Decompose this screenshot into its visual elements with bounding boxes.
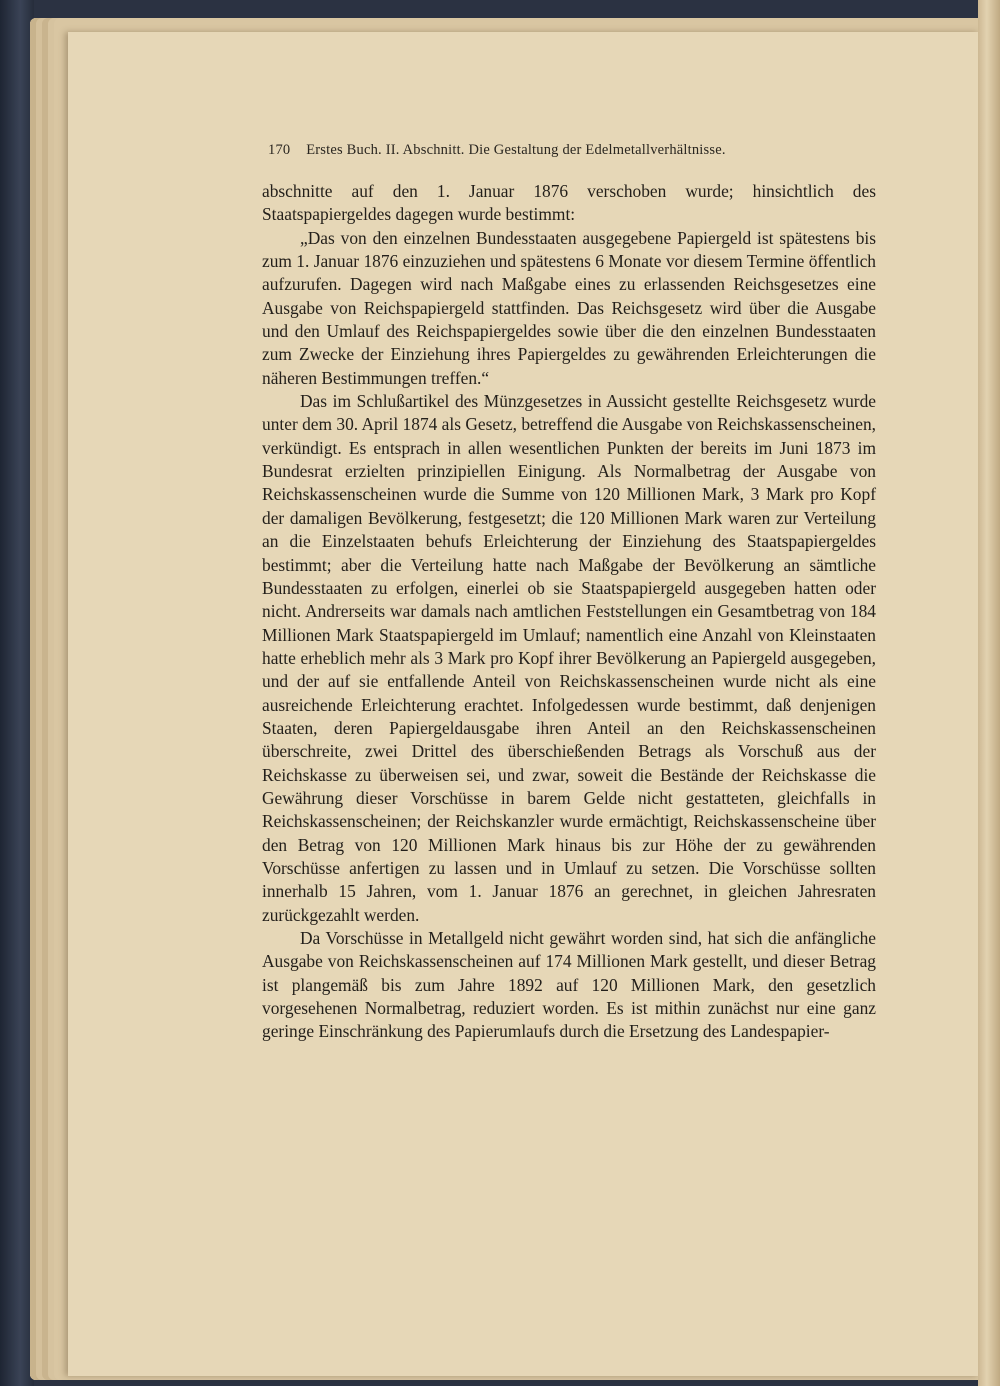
paragraph: Das im Schlußartikel des Münzgesetzes in Aussicht gestellte Reichsgesetz wurde unter dem 30. April 1874 als Gesetz, betreffend die Ausgabe von Reichskassenscheinen, verkündigt. Es entsprach in allen wesentlichen Punkten der bereits im Juni 1873 im Bundesrat erzielten prinzipiellen Einigung. Als Normalbetrag der Ausgabe von Reichskassenscheinen wurde die Summe von 120 Millionen Mark, 3 Mark pro Kopf der damaligen Bevölkerung, festgesetzt; die 120 Millionen Mark waren zur Verteilung an die Einzelstaaten behufs Erleichterung der Einziehung des Staatspapiergeldes bestimmt; aber die Verteilung hatte nach Maßgabe der Bevölkerung an sämtliche Bundesstaaten zu erfolgen, einerlei ob sie Staatspapiergeld ausgegeben hatten oder nicht. Andrerseits war damals nach amtlichen Feststellungen ein Gesamtbetrag von 184 Millionen Mark Staatspapiergeld im Umlauf; namentlich eine Anzahl von Kleinstaaten hatte erheblich mehr als 3 Mark pro Kopf ihrer Bevölkerung an Papiergeld ausgegeben, und der auf sie entfallende Anteil von Reichskassenscheinen wurde nicht als eine ausreichende Erleichterung erachtet. Infolgedessen wurde bestimmt, daß denjenigen Staaten, deren Papiergeldausgabe ihren Anteil an den Reichskassenscheinen überschreite, zwei Drittel des überschießenden Betrags als Vorschuß aus der Reichskasse zu überweisen sei, und zwar, soweit die Bestände der Reichskasse die Gewährung dieser Vorschüsse in barem Gelde nicht gestatteten, gleichfalls in Reichskassenscheinen; der Reichskanzler wurde ermächtigt, Reichskassenscheine über den Betrag von 120 Millionen Mark hinaus bis zur Höhe der zu gewährenden Vorschüsse anfertigen zu lassen und in Umlauf zu setzen. Die Vorschüsse sollten innerhalb 15 Jahren, vom 1. Januar 1876 an gerechnet, in gleichen Jahresraten zurückgezahlt werden. bbox=[262, 391, 876, 925]
body-text bbox=[262, 180, 876, 1044]
page-number: 170 bbox=[268, 142, 291, 158]
paragraph: Da Vorschüsse in Metallgeld nicht gewährt worden sind, hat sich die anfängliche Ausgabe von Reichskassenscheinen auf 174 Millionen Mark gestellt, und dieser Betrag ist plangemäß bis zum Jahre 1892 auf 120 Millionen Mark, den gesetzlich vorgesehenen Normalbetrag, reduziert worden. Es ist mithin zunächst nur eine ganz geringe Einschränkung des Papierumlaufs durch die Ersetzung des Landespapier- bbox=[262, 928, 876, 1042]
book-cover-edge bbox=[0, 0, 34, 1386]
paragraph-quote: „Das von den einzelnen Bundesstaaten ausgegebene Papiergeld ist spätestens bis zum 1. Januar 1876 einzuziehen und spätestens 6 Monate vor diesem Termine öffentlich aufzurufen. Dagegen wird nach Maßgabe eines zu erlassenden Reichsgesetzes eine Ausgabe von Reichspapiergeld stattfinden. Das Reichsgesetz wird über die Ausgabe und den Umlauf des Reichspapiergeldes sowie über die den einzelnen Bundesstaaten zum Zwecke der Einziehung ihres Papiergeldes zu gewährenden Erleichterungen die näheren Bestimmungen treffen.“ bbox=[262, 227, 876, 388]
running-header bbox=[268, 142, 878, 159]
page-right-edge bbox=[978, 0, 1000, 1386]
running-title: Erstes Buch. II. Abschnitt. Die Gestaltung der Edelmetallverhältnisse. bbox=[306, 142, 726, 158]
paragraph-continuation: abschnitte auf den 1. Januar 1876 verschoben wurde; hinsichtlich des Staatspapiergeldes dagegen wurde bestimmt: bbox=[262, 181, 876, 225]
